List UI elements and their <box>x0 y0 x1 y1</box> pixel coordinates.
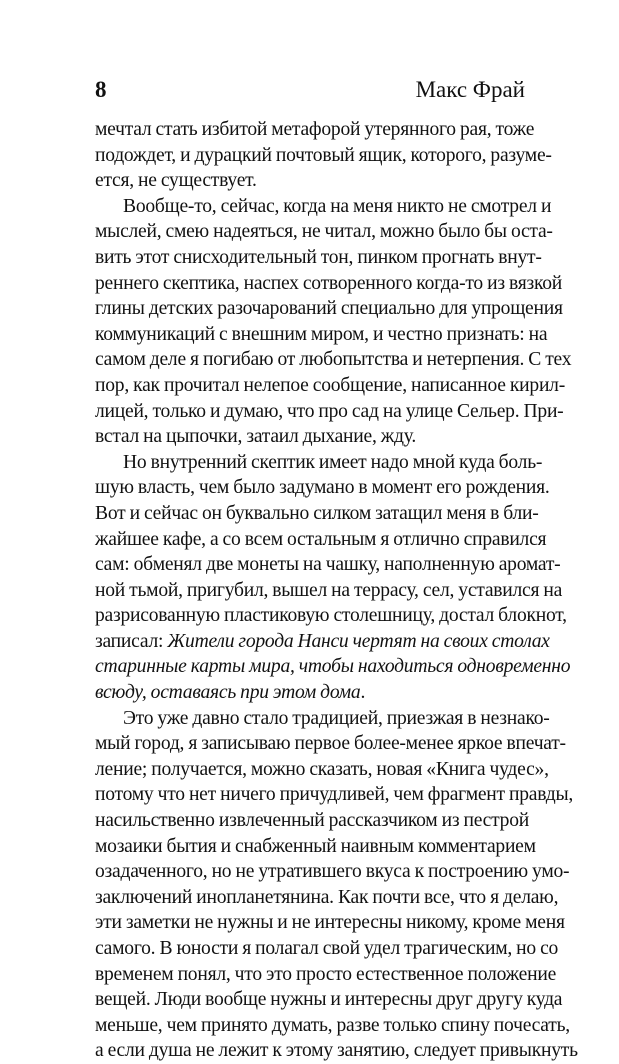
text-line: насильственно извлеченный рассказчиком из пестрой <box>95 810 529 832</box>
text-line: вить этот снисходительный тон, пинком прогнать внут- <box>95 246 542 268</box>
plain-text: . <box>360 682 366 704</box>
running-head-author: Макс Фрай <box>415 77 525 102</box>
plain-text: записал: <box>95 630 168 652</box>
text-line: временем понял, что это просто естественное положение <box>95 963 557 985</box>
text-line: мыслей, смею надеяться, не читал, можно было бы оста- <box>95 221 553 243</box>
text-line-with-quote <box>95 629 550 655</box>
page-header <box>95 76 525 108</box>
text-line: разрисованную пластиковую столешницу, достал блокнот, <box>95 605 567 627</box>
text-line: подождет, и дурацкий почтовый ящик, которого, разуме- <box>95 144 552 166</box>
text-line: Вот и сейчас он буквально силком затащил меня в бли- <box>95 502 539 524</box>
text-line: потому что нет ничего причудливей, чем фрагмент правды, <box>95 784 574 806</box>
text-line: вещей. Люди вообще нужны и интересны друг другу куда <box>95 989 563 1011</box>
text-line: коммуникаций с внешним миром, и честно признать: на <box>95 323 548 345</box>
text-line: эти заметки не нужны и не интересны никому, кроме меня <box>95 912 565 934</box>
text-line: мый город, я записываю первое более-менее яркое впечат- <box>95 733 566 755</box>
text-line: встал на цыпочки, затаил дыхание, жду. <box>95 426 417 448</box>
text-line: мозаики бытия и снабженный наивным комментарием <box>95 835 536 857</box>
text-line: меньше, чем принято думать, разве только спину почесать, <box>95 1014 570 1036</box>
text-line: заключений инопланетянина. Как почти все, что я делаю, <box>95 886 559 908</box>
text-line: Вообще-то, сейчас, когда на меня никто не смотрел и <box>123 195 552 217</box>
text-line: Но внутренний скептик имеет надо мной куда боль- <box>123 451 543 473</box>
text-line: лицей, только и думаю, что про сад на улице Сельер. При- <box>95 400 564 422</box>
text-body <box>95 117 578 1064</box>
text-line: реннего скептика, наспех сотворенного когда-то из вязкой <box>95 272 563 294</box>
italic-quote-line: старинные карты мира, чтобы находиться одновременно <box>95 656 571 678</box>
text-line: озадаченного, но не утратившего вкуса к построению умо- <box>95 861 570 883</box>
page-number: 8 <box>95 77 107 102</box>
text-line: глины детских разочарований специально для упрощения <box>95 298 563 320</box>
text-line: сам: обменял две монеты на чашку, наполненную аромат- <box>95 554 561 576</box>
italic-quote: всюду, оставаясь при этом дома <box>95 682 361 704</box>
text-line: а если душа не лежит к этому занятию, следует привыкнуть <box>95 1040 578 1062</box>
text-line: ется, не существует. <box>95 170 257 192</box>
text-line: Это уже давно стало традицией, приезжая в незнако- <box>123 707 550 729</box>
text-line: мечтал стать избитой метафорой утерянного рая, тоже <box>95 119 535 140</box>
text-line: жайшее кафе, а со всем остальным я отлично справился <box>95 528 547 550</box>
text-line: самого. В юности я полагал свой удел трагическим, но со <box>95 938 559 959</box>
text-line: пор, как прочитал нелепое сообщение, написанное кирил- <box>95 374 565 396</box>
italic-quote: Жители города Нанси чертят на своих столах <box>167 630 550 652</box>
text-line-with-quote <box>95 680 525 706</box>
text-line: ление; получается, можно сказать, новая «Книга чудес», <box>95 758 549 780</box>
text-line: ной тьмой, пригубил, вышел на террасу, сел, уставился на <box>95 579 563 601</box>
text-line: шую власть, чем было задумано в момент его рождения. <box>95 477 550 499</box>
text-line: самом деле я погибаю от любопытства и нетерпения. С тех <box>95 349 572 371</box>
